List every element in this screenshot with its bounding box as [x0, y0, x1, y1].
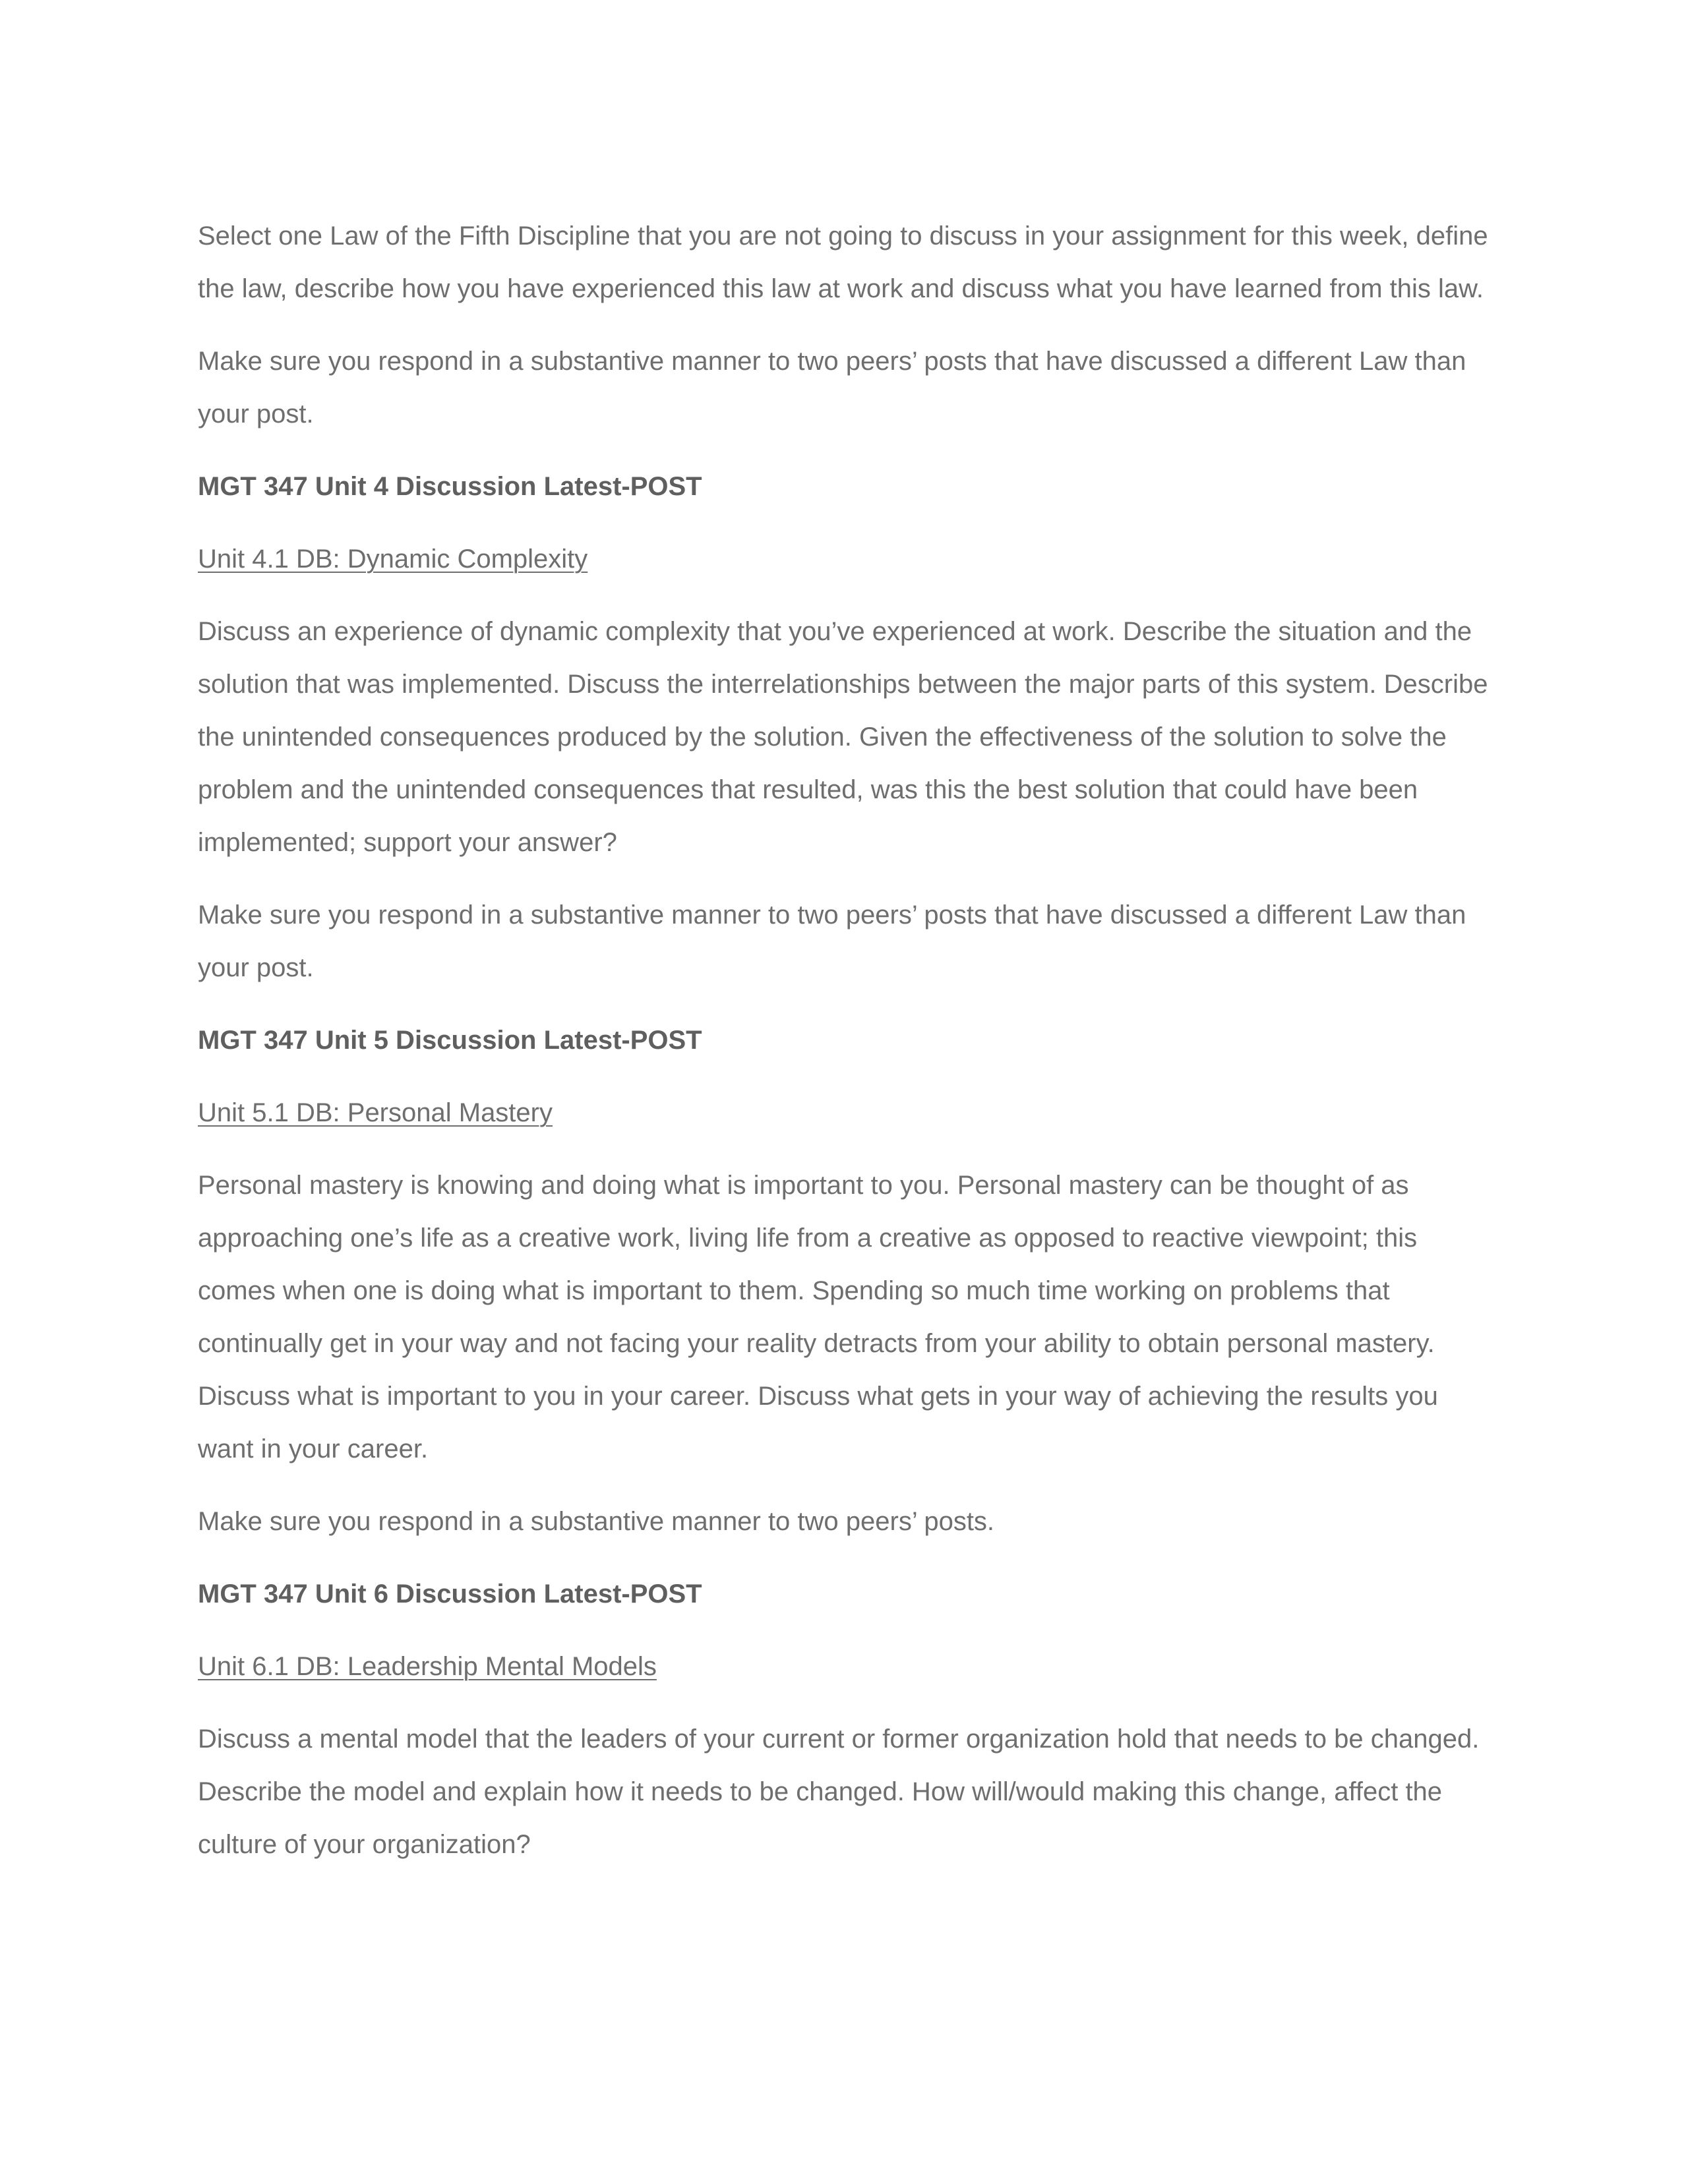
document-page: [198, 210, 1490, 1891]
unit5-subheading: Unit 5.1 DB: Personal Mastery: [198, 1098, 553, 1127]
unit5-note: Make sure you respond in a substantive manner to two peers’ posts.: [198, 1507, 995, 1536]
unit6-subheading: Unit 6.1 DB: Leadership Mental Models: [198, 1652, 657, 1681]
unit4-heading: MGT 347 Unit 4 Discussion Latest-POST: [198, 472, 702, 501]
unit6-body: Discuss a mental model that the leaders of your current or former organization hold that needs to be changed. Describe the model and explain how it needs to be changed. How will/would making this change, affect the culture of your organization?: [198, 1725, 1480, 1859]
unit6-heading: MGT 347 Unit 6 Discussion Latest-POST: [198, 1579, 702, 1608]
intro-paragraph: Select one Law of the Fifth Discipline that you are not going to discuss in your assignment for this week, define the law, describe how you have experienced this law at work and discuss what you have learned from this law.: [198, 221, 1488, 303]
unit4-note: Make sure you respond in a substantive manner to two peers’ posts that have discussed a different Law than your post.: [198, 900, 1466, 982]
unit5-heading: MGT 347 Unit 5 Discussion Latest-POST: [198, 1026, 702, 1055]
unit4-subheading: Unit 4.1 DB: Dynamic Complexity: [198, 545, 588, 574]
unit5-body: Personal mastery is knowing and doing what is important to you. Personal mastery can be thought of as approaching one’s life as a creative work, living life from a creative as opposed to reactive viewpoint; this comes when one is doing what is important to them. Spending so much time working on problems that continually get in your way and not facing your reality detracts from your ability to obtain personal mastery. Discuss what is important to you in your career. Discuss what gets in your way of achieving the results you want in your career.: [198, 1171, 1438, 1463]
unit4-body: Discuss an experience of dynamic complexity that you’ve experienced at work. Describe the situation and the solution that was implemented. Discuss the interrelationships between the major parts of this system. Describe the unintended consequences produced by the solution. Given the effectiveness of the solution to solve the problem and the unintended consequences that resulted, was this the best solution that could have been implemented; support your answer?: [198, 617, 1488, 857]
intro-note: Make sure you respond in a substantive manner to two peers’ posts that have discussed a different Law than your post.: [198, 347, 1466, 428]
